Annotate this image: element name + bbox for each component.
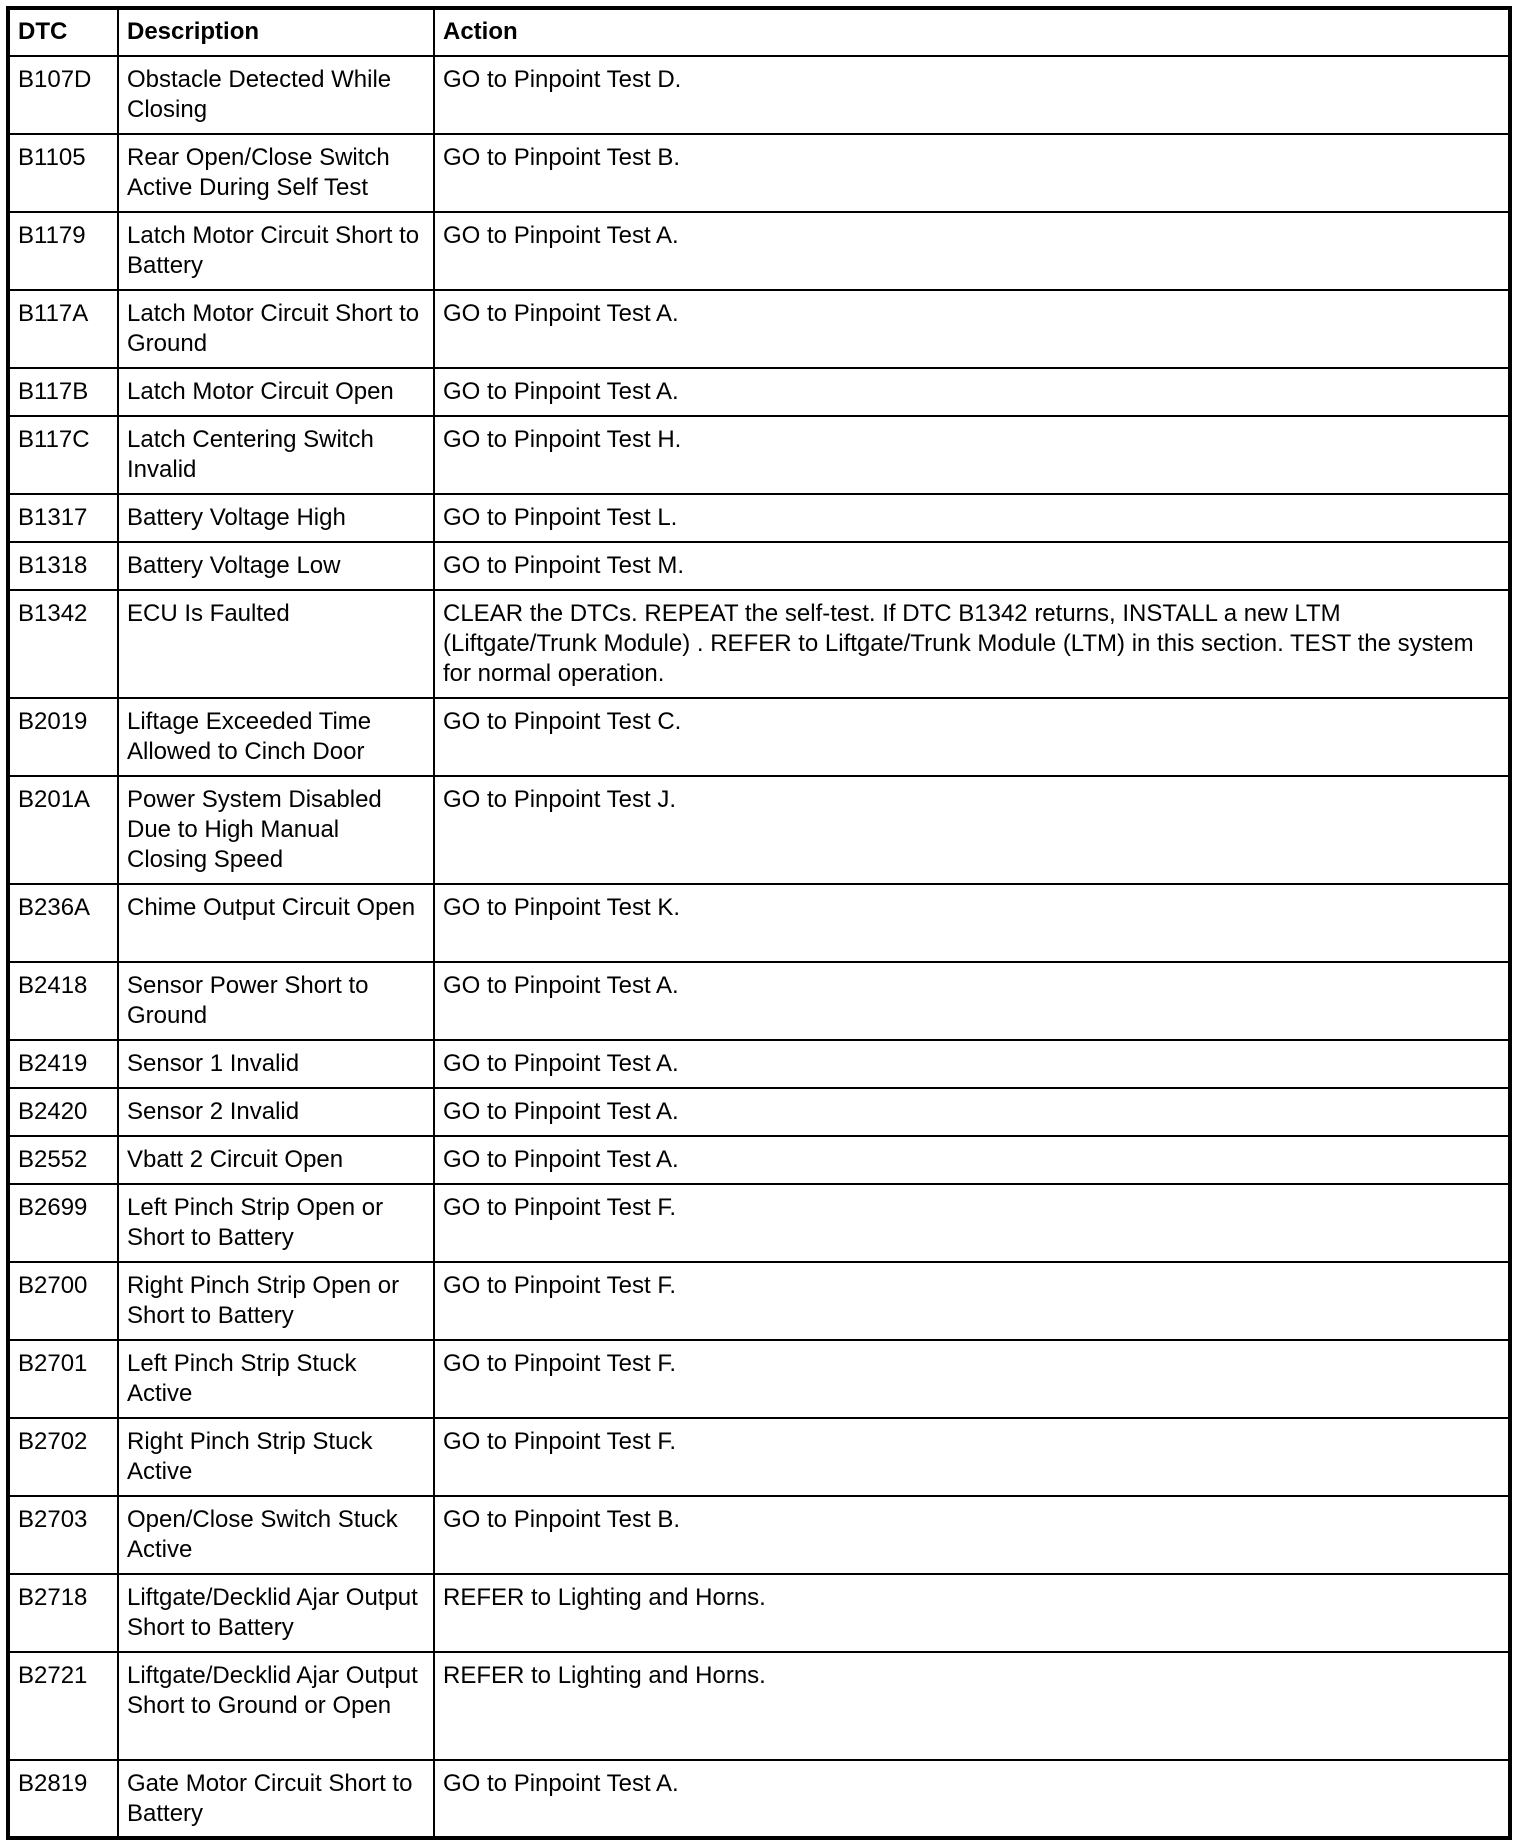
dtc-cell: B1318 <box>8 542 118 590</box>
description-cell: Obstacle Detected While Closing <box>118 56 434 134</box>
description-cell: Latch Motor Circuit Short to Battery <box>118 212 434 290</box>
action-cell: REFER to Lighting and Horns. <box>434 1574 1510 1652</box>
dtc-cell: B107D <box>8 56 118 134</box>
dtc-cell: B236A <box>8 884 118 962</box>
table-row <box>8 368 1510 416</box>
description-cell: Battery Voltage Low <box>118 542 434 590</box>
description-cell: Liftage Exceeded Time Allowed to Cinch Door <box>118 698 434 776</box>
dtc-cell: B2701 <box>8 1340 118 1418</box>
table-row <box>8 212 1510 290</box>
description-cell: Power System Disabled Due to High Manual Closing Speed <box>118 776 434 884</box>
action-cell: GO to Pinpoint Test J. <box>434 776 1510 884</box>
table-row <box>8 1088 1510 1136</box>
dtc-cell: B2721 <box>8 1652 118 1760</box>
action-cell: GO to Pinpoint Test A. <box>434 290 1510 368</box>
action-cell: GO to Pinpoint Test F. <box>434 1262 1510 1340</box>
dtc-cell: B2552 <box>8 1136 118 1184</box>
action-cell: GO to Pinpoint Test F. <box>434 1418 1510 1496</box>
table-row <box>8 542 1510 590</box>
description-cell: ECU Is Faulted <box>118 590 434 698</box>
action-cell: GO to Pinpoint Test M. <box>434 542 1510 590</box>
table-header-row <box>8 8 1510 56</box>
dtc-cell: B201A <box>8 776 118 884</box>
description-cell: Chime Output Circuit Open <box>118 884 434 962</box>
description-cell: Battery Voltage High <box>118 494 434 542</box>
action-cell: GO to Pinpoint Test F. <box>434 1184 1510 1262</box>
table-row <box>8 494 1510 542</box>
dtc-cell: B2019 <box>8 698 118 776</box>
description-cell: Rear Open/Close Switch Active During Self Test <box>118 134 434 212</box>
action-cell: GO to Pinpoint Test K. <box>434 884 1510 962</box>
header-description: Description <box>118 8 434 56</box>
action-cell: GO to Pinpoint Test B. <box>434 134 1510 212</box>
description-cell: Liftgate/Decklid Ajar Output Short to Battery <box>118 1574 434 1652</box>
description-cell: Latch Motor Circuit Open <box>118 368 434 416</box>
table-row <box>8 1040 1510 1088</box>
action-cell: GO to Pinpoint Test D. <box>434 56 1510 134</box>
description-cell: Right Pinch Strip Stuck Active <box>118 1418 434 1496</box>
table-row <box>8 134 1510 212</box>
description-cell: Latch Motor Circuit Short to Ground <box>118 290 434 368</box>
dtc-cell: B2702 <box>8 1418 118 1496</box>
dtc-cell: B117A <box>8 290 118 368</box>
table-row <box>8 416 1510 494</box>
action-cell: GO to Pinpoint Test L. <box>434 494 1510 542</box>
description-cell: Right Pinch Strip Open or Short to Battery <box>118 1262 434 1340</box>
action-cell: GO to Pinpoint Test B. <box>434 1496 1510 1574</box>
table-row <box>8 962 1510 1040</box>
action-cell: GO to Pinpoint Test A. <box>434 1760 1510 1838</box>
header-dtc: DTC <box>8 8 118 56</box>
description-cell: Sensor 2 Invalid <box>118 1088 434 1136</box>
dtc-cell: B2718 <box>8 1574 118 1652</box>
table-row <box>8 1760 1510 1838</box>
dtc-cell: B117B <box>8 368 118 416</box>
description-cell: Latch Centering Switch Invalid <box>118 416 434 494</box>
action-cell: GO to Pinpoint Test A. <box>434 962 1510 1040</box>
table-row <box>8 1136 1510 1184</box>
description-cell: Liftgate/Decklid Ajar Output Short to Ground or Open <box>118 1652 434 1760</box>
action-cell: GO to Pinpoint Test A. <box>434 1040 1510 1088</box>
dtc-cell: B2420 <box>8 1088 118 1136</box>
dtc-cell: B2703 <box>8 1496 118 1574</box>
table-row <box>8 1496 1510 1574</box>
table-row <box>8 1574 1510 1652</box>
description-cell: Vbatt 2 Circuit Open <box>118 1136 434 1184</box>
dtc-table <box>6 6 1512 1840</box>
action-cell: REFER to Lighting and Horns. <box>434 1652 1510 1760</box>
description-cell: Sensor 1 Invalid <box>118 1040 434 1088</box>
dtc-cell: B2700 <box>8 1262 118 1340</box>
dtc-cell: B1105 <box>8 134 118 212</box>
action-cell: GO to Pinpoint Test A. <box>434 1136 1510 1184</box>
dtc-cell: B2419 <box>8 1040 118 1088</box>
table-row <box>8 56 1510 134</box>
header-action: Action <box>434 8 1510 56</box>
action-cell: GO to Pinpoint Test F. <box>434 1340 1510 1418</box>
action-cell: GO to Pinpoint Test A. <box>434 1088 1510 1136</box>
description-cell: Sensor Power Short to Ground <box>118 962 434 1040</box>
table-row <box>8 1184 1510 1262</box>
description-cell: Left Pinch Strip Stuck Active <box>118 1340 434 1418</box>
description-cell: Gate Motor Circuit Short to Battery <box>118 1760 434 1838</box>
table-row <box>8 1652 1510 1760</box>
action-cell: GO to Pinpoint Test A. <box>434 212 1510 290</box>
action-cell: GO to Pinpoint Test H. <box>434 416 1510 494</box>
table-row <box>8 884 1510 962</box>
dtc-cell: B1342 <box>8 590 118 698</box>
dtc-cell: B2699 <box>8 1184 118 1262</box>
table-row <box>8 290 1510 368</box>
dtc-cell: B2418 <box>8 962 118 1040</box>
table-row <box>8 1418 1510 1496</box>
action-cell: GO to Pinpoint Test C. <box>434 698 1510 776</box>
action-cell: CLEAR the DTCs. REPEAT the self-test. If DTC B1342 returns, INSTALL a new LTM (Liftgate/Trunk Module) . REFER to Liftgate/Trunk Module (LTM) in this section. TEST the system for normal operation. <box>434 590 1510 698</box>
table-row <box>8 1262 1510 1340</box>
action-cell: GO to Pinpoint Test A. <box>434 368 1510 416</box>
dtc-cell: B2819 <box>8 1760 118 1838</box>
description-cell: Open/Close Switch Stuck Active <box>118 1496 434 1574</box>
table-row <box>8 590 1510 698</box>
table-row <box>8 1340 1510 1418</box>
description-cell: Left Pinch Strip Open or Short to Battery <box>118 1184 434 1262</box>
table-row <box>8 698 1510 776</box>
table-row <box>8 776 1510 884</box>
dtc-cell: B117C <box>8 416 118 494</box>
dtc-cell: B1317 <box>8 494 118 542</box>
dtc-cell: B1179 <box>8 212 118 290</box>
